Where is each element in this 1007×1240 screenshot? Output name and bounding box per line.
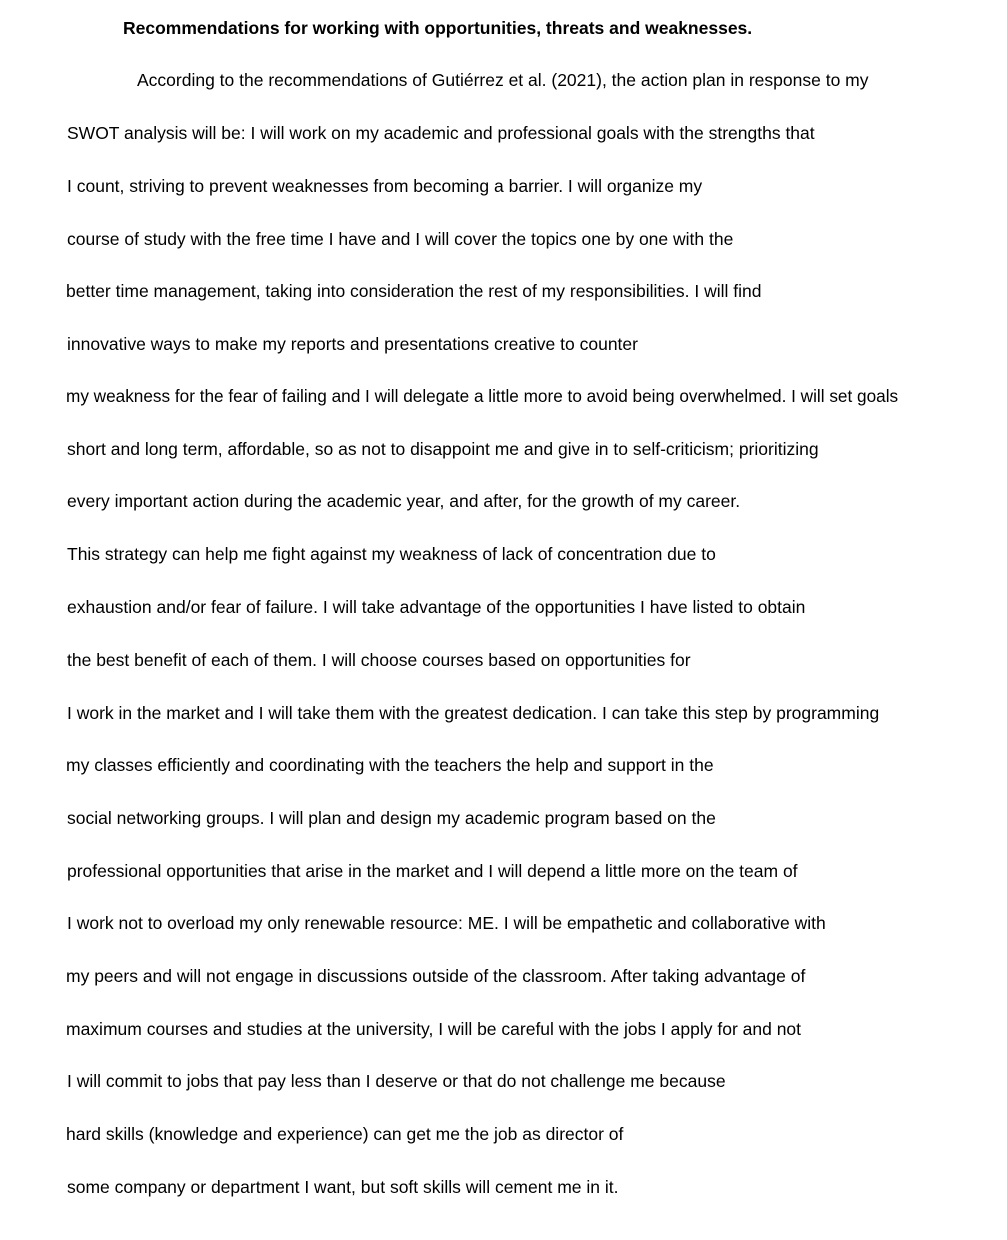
paragraph-line: short and long term, affordable, so as not to disappoint me and give in to self-criticism; prioritizing — [67, 439, 819, 459]
paragraph-line: my peers and will not engage in discussions outside of the classroom. After taking advantage of — [66, 966, 806, 986]
paragraph-line: I count, striving to prevent weaknesses from becoming a barrier. I will organize my — [67, 176, 703, 196]
paragraph-line: social networking groups. I will plan and design my academic program based on the — [67, 808, 716, 828]
document-heading: Recommendations for working with opportunities, threats and weaknesses. — [123, 18, 753, 38]
paragraph-line: innovative ways to make my reports and presentations creative to counter — [67, 334, 638, 354]
paragraph-line: maximum courses and studies at the university, I will be careful with the jobs I apply for and not — [66, 1019, 802, 1039]
paragraph-line: every important action during the academic year, and after, for the growth of my career. — [67, 491, 741, 511]
paragraph-line: SWOT analysis will be: I will work on my academic and professional goals with the strengths that — [67, 123, 815, 143]
paragraph-line: I work not to overload my only renewable resource: ME. I will be empathetic and collaborative with — [67, 913, 826, 933]
paragraph-line: course of study with the free time I have and I will cover the topics one by one with the — [67, 229, 734, 249]
paragraph-line: According to the recommendations of Gutiérrez et al. (2021), the action plan in response to my — [137, 70, 869, 90]
paragraph-line: the best benefit of each of them. I will choose courses based on opportunities for — [67, 650, 691, 670]
paragraph-line: my classes efficiently and coordinating with the teachers the help and support in the — [66, 755, 714, 775]
paragraph-line: exhaustion and/or fear of failure. I will take advantage of the opportunities I have listed to obtain — [67, 597, 806, 617]
paragraph-line: I will commit to jobs that pay less than I deserve or that do not challenge me because — [67, 1071, 726, 1091]
paragraph-line: professional opportunities that arise in the market and I will depend a little more on the team of — [67, 861, 798, 881]
paragraph-line: This strategy can help me fight against my weakness of lack of concentration due to — [67, 544, 716, 564]
paragraph-line: I work in the market and I will take them with the greatest dedication. I can take this step by programming — [67, 703, 880, 723]
paragraph-line: my weakness for the fear of failing and I will delegate a little more to avoid being overwhelmed. I will set goals — [66, 386, 899, 406]
paragraph-line: some company or department I want, but soft skills will cement me in it. — [67, 1177, 619, 1197]
paragraph-line: hard skills (knowledge and experience) can get me the job as director of — [66, 1124, 624, 1144]
paragraph-line: better time management, taking into consideration the rest of my responsibilities. I will find — [66, 281, 762, 301]
